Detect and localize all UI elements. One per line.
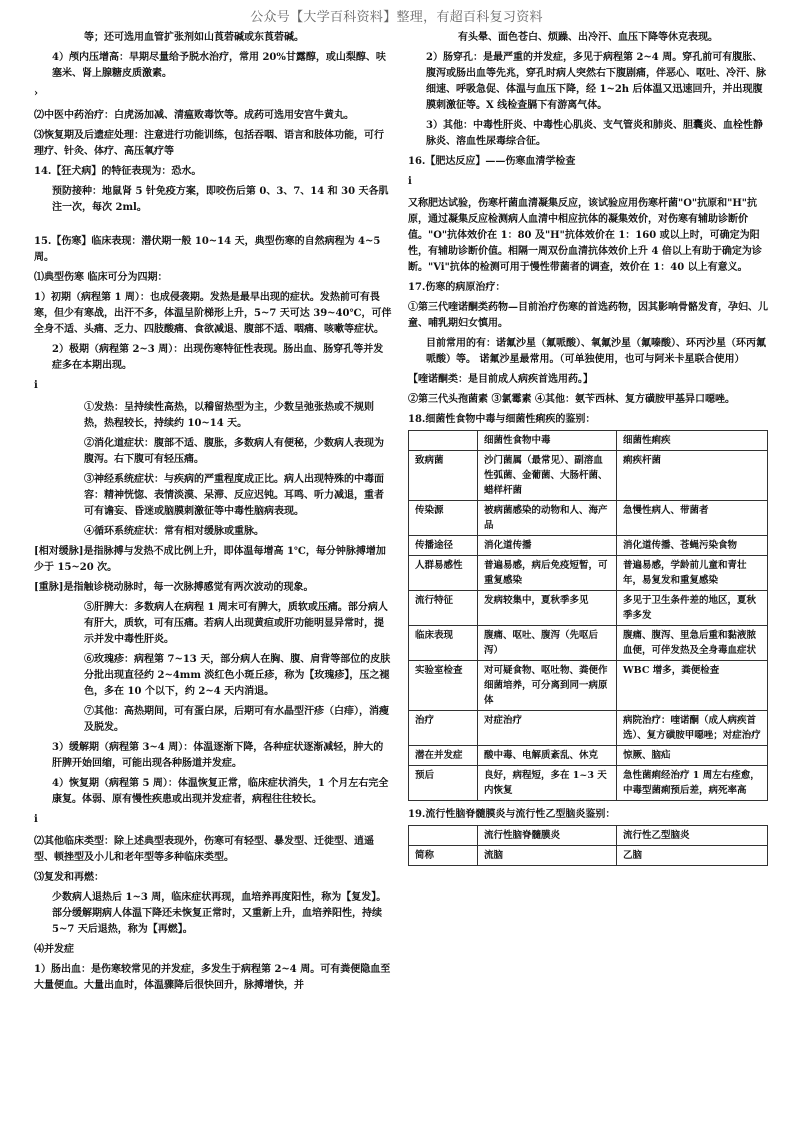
table-cell: 消化道传播 bbox=[478, 536, 617, 556]
table-cell: 普遍易感，学龄前儿童和青壮年，易复发和重复感染 bbox=[617, 556, 768, 591]
table-cell: 对可疑食物、呕吐物、粪便作细菌培养，可分离到同一病原体 bbox=[478, 661, 617, 711]
table-cell: 惊厥、脑疝 bbox=[617, 746, 768, 766]
table-cell: 急慢性病人、带菌者 bbox=[617, 501, 768, 536]
left-paragraph: ⑥玫瑰疹：病程第 7~13 天，部分病人在胸、腹、肩背等部位的皮肤分批出现直径约 2~4mm 淡红色小斑丘疹，称为【玫瑰疹】，压之褪色，多在 10 个以下，约 2~4 天内消退。 bbox=[84, 654, 391, 697]
comparison-table-2 bbox=[408, 825, 768, 866]
left-paragraph: ⑵其他临床类型：除上述典型表现外，伤寒可有轻型、暴发型、迁徙型、逍遥型、顿挫型及小儿和老年型等多种临床类型。 bbox=[34, 836, 374, 863]
left-paragraph: ②消化道症状：腹部不适、腹胀，多数病人有便秘，少数病人表现为腹泻。右下腹可有轻压痛。 bbox=[84, 438, 384, 465]
left-paragraph: 预防接种：地鼠肾 5 针免疫方案，即咬伤后第 0、3、7、14 和 30 天各肌注一次，每次 2ml。 bbox=[52, 186, 389, 213]
table-header-cell: 细菌性食物中毒 bbox=[478, 431, 617, 451]
table-row bbox=[409, 766, 768, 801]
left-paragraph: 14.【狂犬病】的特征表现为：恐水。 bbox=[34, 166, 202, 177]
table-header-cell: 细菌性痢疾 bbox=[617, 431, 768, 451]
table-cell: 乙脑 bbox=[617, 846, 768, 866]
left-paragraph: ⑴典型伤寒 临床可分为四期： bbox=[34, 272, 168, 283]
table-row bbox=[409, 661, 768, 711]
table-header-cell bbox=[409, 431, 478, 451]
table-cell: 痢疾杆菌 bbox=[617, 451, 768, 501]
table-header-row bbox=[409, 431, 768, 451]
left-paragraph: ⑶复发和再燃： bbox=[34, 872, 104, 883]
table-header-cell: 流行性脑脊髓膜炎 bbox=[478, 826, 617, 846]
right-paragraph: 目前常用的有：诺氟沙星（氟哌酸）、氧氟沙星（氟嗪酸）、环丙沙星（环丙氟哌酸）等。 诺氟沙星最常用。（可单独使用，也可与阿米卡星联合使用） bbox=[426, 338, 766, 365]
table-cell: 临床表现 bbox=[409, 626, 478, 661]
left-paragraph: 4）恢复期（病程第 5 周）：体温恢复正常，临床症状消失，1 个月左右完全康复。体弱、原有慢性疾患或出现并发症者，病程往往较长。 bbox=[52, 778, 389, 805]
left-paragraph: 4）颅内压增高：早期尽量给予脱水治疗，常用 20%甘露醇，或山梨醇、呋塞米、肾上腺糖皮质激素。 bbox=[52, 52, 386, 79]
table-cell: 简称 bbox=[409, 846, 478, 866]
left-paragraph bbox=[34, 220, 392, 230]
page-header: 公众号【大学百科资料】整理，有超百科复习资料 bbox=[250, 10, 543, 25]
table-row bbox=[409, 846, 768, 866]
right-paragraph: 16.【肥达反应】——伤寒血清学检查 bbox=[408, 156, 576, 167]
right-paragraph: 17.伤寒的病原治疗： bbox=[408, 282, 506, 293]
table-cell: 预后 bbox=[409, 766, 478, 801]
right-paragraph: ①第三代喹诺酮类药物—目前治疗伤寒的首选药物，因其影响骨骼发育，孕妇、儿童、哺乳期妇女慎用。 bbox=[408, 302, 768, 329]
left-paragraph: ⑦其他：高热期间，可有蛋白尿，后期可有水晶型汗疹（白痱），消瘦及脱发。 bbox=[84, 706, 389, 733]
left-paragraph: 3）缓解期（病程第 3~4 周）：体温逐渐下降，各种症状逐渐减轻，肿大的肝脾开始回缩，可能出现各种肠道并发症。 bbox=[52, 742, 384, 769]
table-cell: 被病菌感染的动物和人、海产品 bbox=[478, 501, 617, 536]
table-cell: 急性菌痢经治疗 1 周左右痊愈，中毒型菌痢预后差，病死率高 bbox=[617, 766, 768, 801]
left-paragraph: › bbox=[34, 88, 38, 99]
table-row bbox=[409, 746, 768, 766]
table-row bbox=[409, 451, 768, 501]
table-cell: 治疗 bbox=[409, 711, 478, 746]
left-paragraph: 1）初期（病程第 1 周）：也成侵袭期。发热是最早出现的症状。发热前可有畏寒，但少有寒战，出汗不多，体温呈阶梯形上升，5~7 天可达 39~40℃，可伴全身不适、头痛、乏力、四肢酸痛、食欲减退、腹部不适、咽痛、咳嗽等症状。 bbox=[34, 292, 392, 335]
table-cell: 实验室检查 bbox=[409, 661, 478, 711]
left-paragraph: 少数病人退热后 1~3 周，临床症状再现，血培养再度阳性，称为【复发】。部分缓解期病人体温下降还未恢复正常时，又重新上升，血培养阳性，持续 5~7 天后退热，称为【再燃】。 bbox=[52, 892, 387, 935]
table-cell: 对症治疗 bbox=[478, 711, 617, 746]
table-cell: 致病菌 bbox=[409, 451, 478, 501]
table-cell: 消化道传播、苍蝇污染食物 bbox=[617, 536, 768, 556]
left-paragraph: 1）肠出血：是伤寒较常见的并发症，多发生于病程第 2~4 周。可有粪便隐血至大量便血。大量出血时，体温骤降后很快回升，脉搏增快，并 bbox=[34, 964, 391, 991]
table-header-row bbox=[409, 826, 768, 846]
left-paragraph: 2）极期（病程第 2~3 周）：出现伤寒特征性表现。肠出血、肠穿孔等并发症多在本期出现。 bbox=[52, 344, 384, 371]
right-column bbox=[408, 30, 768, 866]
table-cell: 病院治疗：喹诺酮（成人病疾首选）、复方磺胺甲噁唑；对症治疗 bbox=[617, 711, 768, 746]
table-cell: 传播途径 bbox=[409, 536, 478, 556]
right-paragraph: ⅰ bbox=[408, 176, 412, 187]
table-cell: 良好，病程短，多在 1~3 天内恢复 bbox=[478, 766, 617, 801]
table-cell: 酸中毒、电解质紊乱、休克 bbox=[478, 746, 617, 766]
left-paragraph: ①发热：呈持续性高热，以稽留热型为主，少数呈弛张热或不规则热，热程较长，持续约 10~14 天。 bbox=[84, 402, 374, 429]
left-paragraph: ⑤肝脾大：多数病人在病程 1 周末可有脾大，质软或压痛。部分病人有肝大，质软，可有压痛。若病人出现黄疸或肝功能明显异常时，提示并发中毒性肝炎。 bbox=[84, 602, 388, 645]
left-paragraph: ③神经系统症状：与疾病的严重程度成正比。病人出现特殊的中毒面容：精神恍惚、表情淡漠、呆滞、反应迟钝。耳鸣、听力减退，重者可有谵妄、昏迷或脑膜刺激征等中毒性脑病表现。 bbox=[84, 474, 384, 517]
right-paragraph: ②第三代头孢菌素 ③氯霉素 ④其他：氨苄西林、复方磺胺甲基异口噁唑。 bbox=[408, 394, 735, 405]
left-paragraph: ⑶恢复期及后遗症处理：注意进行功能训练，包括吞咽、语言和肢体功能，可行理疗、针灸、体疗、高压氧疗等 bbox=[34, 130, 384, 157]
table-row bbox=[409, 626, 768, 661]
right-text bbox=[408, 30, 768, 408]
table-cell: 腹痛、腹泻、里急后重和黏液脓血便，可伴发热及全身毒血症状 bbox=[617, 626, 768, 661]
table-row bbox=[409, 536, 768, 556]
left-paragraph: ④循环系统症状：常有相对缓脉或重脉。 bbox=[84, 526, 264, 537]
table-row bbox=[409, 556, 768, 591]
table-cell: 人群易感性 bbox=[409, 556, 478, 591]
left-paragraph: ⅰ bbox=[34, 380, 38, 391]
table-cell: 腹痛、呕吐、腹泻（先呕后泻） bbox=[478, 626, 617, 661]
table-row bbox=[409, 711, 768, 746]
table-cell: 沙门菌属（最常见）、副溶血性弧菌、金葡菌、大肠杆菌、蜡样杆菌 bbox=[478, 451, 617, 501]
left-paragraph: 等；还可选用血管扩张剂如山莨菪碱或东莨菪碱。 bbox=[84, 32, 304, 43]
table-header-cell: 流行性乙型脑炎 bbox=[617, 826, 768, 846]
table-row bbox=[409, 591, 768, 626]
table-cell: 普遍易感，病后免疫短暂，可重复感染 bbox=[478, 556, 617, 591]
table-cell: 流行特征 bbox=[409, 591, 478, 626]
left-paragraph: [重脉]是指触诊桡动脉时，每一次脉搏感觉有两次波动的现象。 bbox=[34, 582, 314, 593]
table-cell: 流脑 bbox=[478, 846, 617, 866]
right-paragraph: 3）其他：中毒性肝炎、中毒性心肌炎、支气管炎和肺炎、胆囊炎、血栓性静脉炎、溶血性尿毒综合征。 bbox=[426, 120, 763, 147]
right-paragraph: 【喹诺酮类：是目前成人病疾首选用药。】 bbox=[408, 374, 593, 385]
right-paragraph: 又称肥达试验，伤寒杆菌血清凝集反应，该试验应用伤寒杆菌"O"抗原和"H"抗原，通过凝集反应检测病人血清中相应抗体的凝集效价，对伤寒有辅助诊断价值。"O"抗体效价在 1：80 及"H"抗体效价在 1：160 或以上时，可确定为阳性，有辅助诊断价值。相隔一周双份血清抗体效价上升 4 倍以上有助于确定为诊断。"Vi"抗体的检测可用于慢性带菌者的调查，效价在 1：40 以上有意义。 bbox=[408, 198, 762, 273]
table-cell: WBC 增多，粪便检查 bbox=[617, 661, 768, 711]
left-paragraph: 15.【伤寒】临床表现：潜伏期一般 10~14 天，典型伤寒的自然病程为 4~5 周。 bbox=[34, 236, 381, 263]
table1-caption: 18.细菌性食物中毒与细菌性痢疾的鉴别： bbox=[408, 414, 596, 425]
table-row bbox=[409, 501, 768, 536]
left-paragraph: ⅰ bbox=[34, 814, 38, 825]
table-cell: 多见于卫生条件差的地区，夏秋季多发 bbox=[617, 591, 768, 626]
right-paragraph: 2）肠穿孔：是最严重的并发症，多见于病程第 2~4 周。穿孔前可有腹胀、腹泻或肠出血等先兆，穿孔时病人突然右下腹剧痛，伴恶心、呕吐、冷汗、脉细速、呼吸急促、体温与血压下降，经 1~2h 后体温又迅速回升，并出现腹膜刺激征等。X 线检查膈下有游离气体。 bbox=[426, 52, 766, 111]
left-paragraph: [相对缓脉]是指脉搏与发热不成比例上升，即体温每增高 1℃，每分钟脉搏增加少于 15~20 次。 bbox=[34, 546, 386, 573]
right-paragraph: 有头晕、面色苍白、烦躁、出冷汗、血压下降等休克表现。 bbox=[458, 32, 718, 43]
left-paragraph: ⑵中医中药治疗：白虎汤加减、清瘟败毒饮等。成药可选用安宫牛黄丸。 bbox=[34, 110, 354, 121]
table-cell: 潜在并发症 bbox=[409, 746, 478, 766]
left-column bbox=[34, 30, 392, 998]
table-cell: 传染源 bbox=[409, 501, 478, 536]
comparison-table-1 bbox=[408, 430, 768, 801]
table2-caption: 19.流行性脑脊髓膜炎与流行性乙型脑炎鉴别： bbox=[408, 809, 616, 820]
table-cell: 发病较集中，夏秋季多见 bbox=[478, 591, 617, 626]
table-header-cell bbox=[409, 826, 478, 846]
left-paragraph: ⑷并发症 bbox=[34, 944, 74, 955]
